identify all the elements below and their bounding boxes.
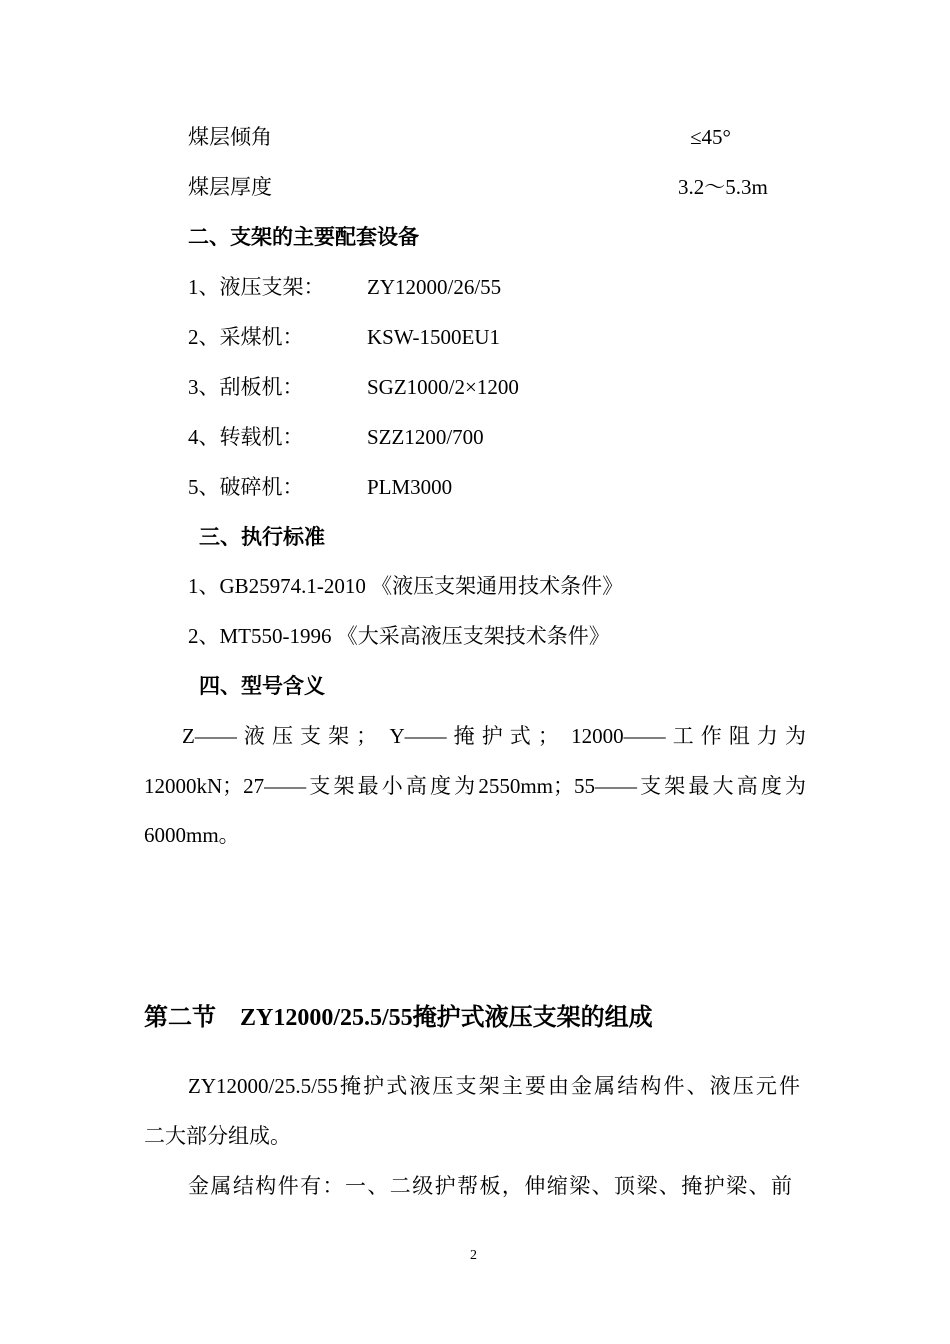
page-number: 2 — [470, 1248, 477, 1263]
equipment-model: SGZ1000/2×1200 — [367, 375, 519, 399]
standard-item: 1、GB25974.1-2010 《液压支架通用技术条件》 — [188, 574, 624, 598]
body-paragraph-line: ZY12000/25.5/55掩护式液压支架主要由金属结构件、液压元件 — [188, 1074, 800, 1098]
model-meaning-line: 12000kN；27——支架最小高度为2550mm；55——支架最大高度为 — [144, 774, 806, 798]
section-heading-model-meaning: 四、型号含义 — [199, 674, 325, 698]
body-paragraph-line: 金属结构件有：一、二级护帮板，伸缩梁、顶梁、掩护梁、前 — [188, 1174, 792, 1198]
equipment-model: KSW-1500EU1 — [367, 325, 500, 349]
model-meaning-line: 6000mm。 — [144, 823, 240, 847]
equipment-label: 3、刮板机： — [188, 375, 304, 399]
section-heading-standards: 三、执行标准 — [199, 525, 325, 549]
chapter-heading: 第二节 ZY12000/25.5/55掩护式液压支架的组成 — [144, 1005, 653, 1031]
equipment-model: SZZ1200/700 — [367, 425, 484, 449]
param-value-thickness: 3.2～5.3m — [678, 175, 768, 199]
equipment-label: 5、破碎机： — [188, 475, 304, 499]
section-heading-equipment: 二、支架的主要配套设备 — [188, 225, 419, 249]
standard-item: 2、MT550-1996 《大采高液压支架技术条件》 — [188, 624, 610, 648]
equipment-label: 1、液压支架： — [188, 275, 325, 299]
equipment-label: 4、转载机： — [188, 425, 304, 449]
param-label-thickness: 煤层厚度 — [188, 175, 272, 199]
body-paragraph-line: 二大部分组成。 — [144, 1124, 291, 1148]
param-label-dip-angle: 煤层倾角 — [188, 125, 272, 149]
param-value-dip-angle: ≤45° — [690, 125, 731, 149]
equipment-model: PLM3000 — [367, 475, 453, 499]
model-meaning-line: Z——液压支架； Y——掩护式； 12000——工作阻力为 — [182, 724, 806, 748]
equipment-model: ZY12000/26/55 — [367, 275, 502, 299]
equipment-label: 2、采煤机： — [188, 325, 304, 349]
